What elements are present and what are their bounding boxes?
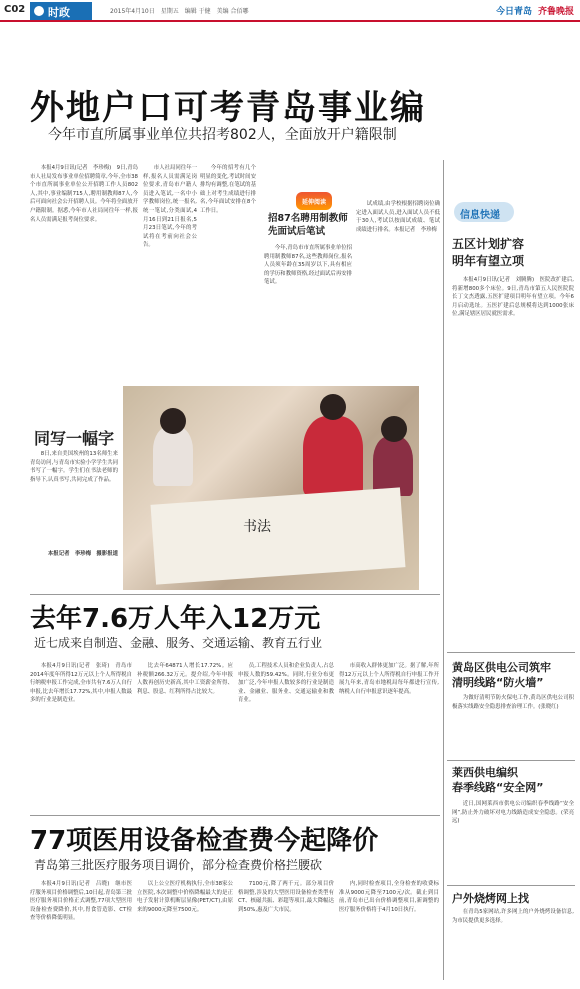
story2-title: 去年7.6万人年入12万元 [30,604,321,634]
photo-credit: 本报记者 李珍梅 摄影报道 [47,551,118,557]
story2-col2: 比去年64871人增长17.72%。应补税额266.32万元。提介绍,今年申报人数再创历史新高,其中工资薪金所得、利息、股息、红利所得占比较大。 [137,663,233,695]
story3-subtitle: 青岛第三批医疗服务项目调价，部分检查费价格拦腰砍 [34,858,323,872]
info-express-badge: 信息快递 [454,202,514,222]
story2-col4: 市高收入群体更加广泛。据了解,年所得12万元以上个人所得税自行申报工作开展九年来,青岛市地税局每年都进行宣传,纳税人自行申报意识逐年提高。 [339,663,439,695]
photo-head-center [320,394,346,420]
story2-col1: 本报4月9日讯(记者 张琦) 青岛市2014年度年所得12万元以上个人所得税自行纳税申报工作完成,全市共有7.6万人自行申报,比去年增长17.72%,其中,申报人数最多的行业是制造业。 [30,663,132,704]
section-badge [30,2,92,20]
section-dot-icon [34,6,44,16]
brand-b: 齐鲁晚报 [537,7,574,17]
story2-subtitle: 近七成来自制造、金融、服务、交通运输、教育五行业 [34,636,323,650]
photo-story-text: 8日,来自美国埃州的13名师生来青岛访问,与青岛市实验小学学生共同书写了一幅字。学生们在书法老师的指导下,认真书写,共同完成了作品。 [30,451,118,483]
story3-col3: 7100元,降了两千元。部分项目价格调整,涉及的大型医用设备检查类型有CT、核磁共振、彩超等项目,最大降幅达到50%,惠及广大市民。 [238,881,334,913]
story2-col3: 员,工程技术人员和企业负责人,占总申报人数的59.42%。同时,行业分布更加广泛,今年申报人数较多的行业是制造业、金融业、服务业、交通运输业和教育业。 [238,663,334,704]
date-line: 2015年4月10日 星期五 编辑 于健 美编 合佰哪 [110,8,249,15]
sidebar-head3: 莱西供电编织 春季线路“安全网” [452,766,544,794]
story1-subtitle: 今年市直所属事业单位共招考802人，全面放开户籍限制 [48,127,397,143]
extended-reading-logo: 延伸阅读 [296,192,332,210]
story1-col3: 今年的招考有几个明显的变化,考试时间安排均有调整,在笔试的基础上对考生成绩进行排名,今年面试安排在8个工作日。 [200,165,256,214]
story1-center-head: 招87名聘用制教师 先面试后笔试 [268,213,348,237]
story2-rule [30,594,440,595]
story1-col4: 今年,青岛市市直所属事业单位招聘用制教师87名,这些教师岗位,报名人员须年龄在35周岁以下,具有相应的学历和教师资格,经过面试后再安排笔试。 [264,245,352,286]
photo-brush-text: 书法 [243,519,271,535]
brand-a: 今日青岛 [495,7,532,17]
photo-head-right [381,416,407,442]
story1-col2: 市人社局同往年一样,报名人员需满足岗位要求,青岛市户籍人员进入笔试,一名中小学教师岗位,统一报名,统一笔试,分类面试,4月16日到21日报名,5月23日笔试,今年的考试将在考前向社会公告。 [143,165,197,249]
story1-col5: 试成绩,由学校根据招聘岗位确定进入面试人员,进入面试人员不低于30人,考试以按面试成绩、笔试成绩进行排名。本报记者 李珍梅 [356,201,440,233]
sidebar-rule3 [447,885,575,886]
sidebar-text3: 近日,国网莱西市供电公司编织春季线路“安全网”,防止外力破坏对电力线路造成安全隐患。(荣亮远) [452,801,574,825]
sidebar-head4: 户外烧烤网上找 [452,892,529,905]
story3-col2: 以上公立医疗机构执行,全市38家公立医院,本次调整中价格降幅最大的是正电子发射计算机断层显像(PET/CT),由原来的9000元降至7500元。 [137,881,233,913]
photo-paper [151,487,406,584]
sidebar-head1: 五区计划扩容 明年有望立项 [452,237,525,268]
story3-rule [30,815,440,816]
story3-col4: 内,同时检查项目,全身检查的收费标准从9000元降至7100元/次。截止到目前,青岛市已出台价格调整项目,新调整的医疗服务价格将于4月10日执行。 [339,881,439,913]
calligraphy-photo [123,386,419,590]
sidebar-head2: 黄岛区供电公司筑牢 清明线路“防火墙” [452,661,551,689]
section-label: 时政 [48,6,70,19]
photo-figure-left [153,426,193,486]
brand [496,4,574,17]
story3-title: 77项医用设备检查费今起降价 [30,826,379,856]
sidebar-divider [443,160,444,980]
photo-story-title: 同写一幅字 [34,429,115,448]
sidebar-text2: 为做好清明节防火保电工作,黄岛区供电公司积极落实线路安全隐患排查治理工作。(张晓红) [452,695,574,710]
sidebar-text4: 在青岛5家网站,许多网上的户外烧烤设备信息,为市民提供更多选择。 [452,909,574,924]
page-number: C02 [4,4,26,15]
sidebar-rule2 [447,760,575,761]
story3-col1: 本报4月9日讯(记者 吕晓) 继市医疗服务项目价格调整后,10日起,青岛第三批医疗服务项目价格正式调整,77项大型医用设备检查费降价,其中,胃食管造影、CT检查等价格降低明显。 [30,881,132,922]
story1-title: 外地户口可考青岛事业编 [30,88,426,128]
sidebar-rule1 [447,652,575,653]
story1-col1: 本报4月9日讯(记者 李珍梅) 9日,青岛市人社局发布事业单位招聘简章,今年,全市38个市直所属事业单位公开招聘工作人员802人,其中,事业编制715人,聘用制教师87人,今后可面向社会公开招聘人员。今年将全面放开户籍限制。据悉,今年市人社局同往年一样,报名人员需满足报考岗位要求。 [30,165,138,223]
sidebar-text1: 本报4月9日讯(记者 刘腾腾) 医院改扩建后,将新增800多个床位。9日,青岛市第五人民医院院长丁文杰透露,五医扩建项目明年有望立项。今年6月启动选址。五医扩建后总规模将达到1000张床位,满足辖区居民就医需求。 [452,277,574,318]
photo-head-left [160,408,186,434]
photo-figure-center [303,416,363,496]
page-header [0,0,580,22]
